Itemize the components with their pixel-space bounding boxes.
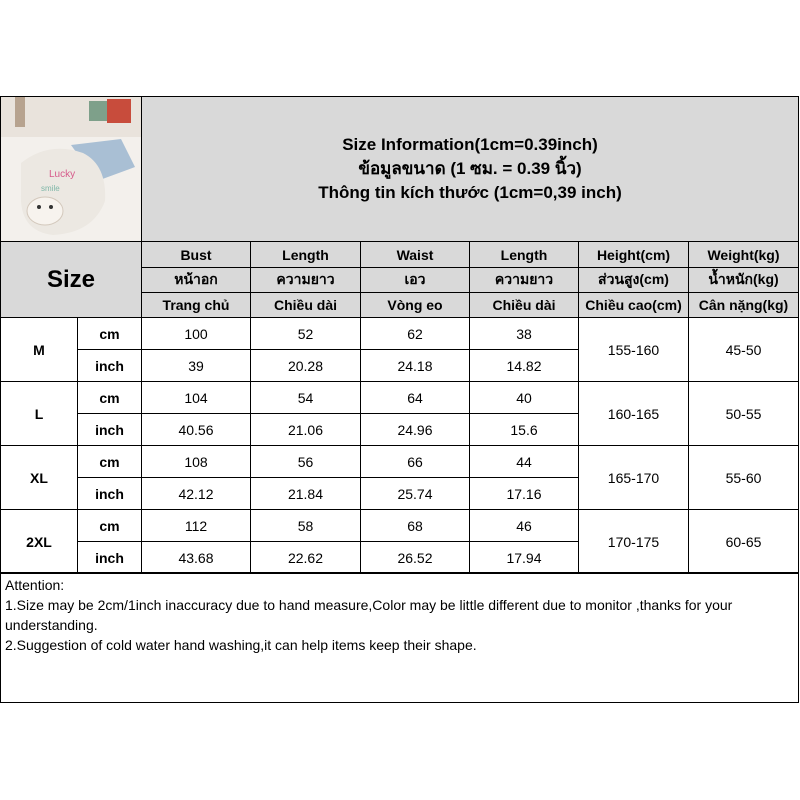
height-range: 155-160 — [579, 318, 689, 382]
column-header-en: Weight(kg) — [689, 242, 799, 268]
measure-cm: 52 — [251, 318, 361, 350]
measure-inch: 24.96 — [361, 414, 470, 446]
measure-cm: 100 — [142, 318, 251, 350]
column-header-en: Length — [251, 242, 361, 268]
measure-cm: 40 — [470, 382, 579, 414]
column-header-th: ความยาว — [251, 268, 361, 293]
weight-range: 60-65 — [689, 510, 799, 574]
measure-cm: 104 — [142, 382, 251, 414]
size-name: L — [0, 382, 78, 446]
unit-inch-label: inch — [78, 350, 142, 382]
unit-cm-label: cm — [78, 446, 142, 478]
column-header-en: Length — [470, 242, 579, 268]
weight-range: 55-60 — [689, 446, 799, 510]
height-range: 160-165 — [579, 382, 689, 446]
column-header-vi: Vòng eo — [361, 293, 470, 318]
measure-inch: 25.74 — [361, 478, 470, 510]
column-header-vi: Chiều dài — [251, 293, 361, 318]
column-header-th: ส่วนสูง(cm) — [579, 268, 689, 293]
measure-inch: 24.18 — [361, 350, 470, 382]
measure-inch: 42.12 — [142, 478, 251, 510]
measure-cm: 68 — [361, 510, 470, 542]
column-header-th: หน้าอก — [142, 268, 251, 293]
unit-inch-label: inch — [78, 414, 142, 446]
title-vi: Thông tin kích thước (1cm=0,39 inch) — [318, 183, 622, 202]
photo-cell — [0, 96, 142, 242]
notes-line-2: 2.Suggestion of cold water hand washing,it can help items keep their shape. — [5, 637, 477, 653]
column-header-vi: Cân nặng(kg) — [689, 293, 799, 318]
measure-inch: 17.94 — [470, 542, 579, 574]
height-range: 170-175 — [579, 510, 689, 574]
svg-text:smile: smile — [41, 184, 60, 193]
unit-inch-label: inch — [78, 478, 142, 510]
size-header: Size — [0, 242, 142, 318]
product-photo — [1, 97, 141, 241]
column-header-th: เอว — [361, 268, 470, 293]
column-header-en: Bust — [142, 242, 251, 268]
size-name: XL — [0, 446, 78, 510]
column-header-vi: Chiều dài — [470, 293, 579, 318]
title-block — [141, 96, 799, 242]
column-header-vi: Trang chủ — [142, 293, 251, 318]
weight-range: 50-55 — [689, 382, 799, 446]
measure-cm: 46 — [470, 510, 579, 542]
measure-inch: 26.52 — [361, 542, 470, 574]
height-range: 165-170 — [579, 446, 689, 510]
column-header-en: Waist — [361, 242, 470, 268]
column-header-th: น้ำหนัก(kg) — [689, 268, 799, 293]
column-header-th: ความยาว — [470, 268, 579, 293]
attention-notes — [0, 572, 799, 703]
title-th: ข้อมูลขนาด (1 ซม. = 0.39 นิ้ว) — [358, 159, 582, 178]
unit-cm-label: cm — [78, 318, 142, 350]
measure-cm: 112 — [142, 510, 251, 542]
measure-inch: 21.84 — [251, 478, 361, 510]
measure-inch: 39 — [142, 350, 251, 382]
notes-heading: Attention: — [5, 577, 65, 593]
measure-cm: 44 — [470, 446, 579, 478]
measure-cm: 38 — [470, 318, 579, 350]
measure-inch: 14.82 — [470, 350, 579, 382]
unit-inch-label: inch — [78, 542, 142, 574]
measure-inch: 17.16 — [470, 478, 579, 510]
measure-cm: 64 — [361, 382, 470, 414]
unit-cm-label: cm — [78, 510, 142, 542]
measure-inch: 21.06 — [251, 414, 361, 446]
title-en: Size Information(1cm=0.39inch) — [342, 135, 598, 154]
svg-text:Lucky: Lucky — [49, 169, 76, 180]
size-name: M — [0, 318, 78, 382]
unit-cm-label: cm — [78, 382, 142, 414]
column-header-en: Height(cm) — [579, 242, 689, 268]
size-name: 2XL — [0, 510, 78, 574]
measure-inch: 43.68 — [142, 542, 251, 574]
weight-range: 45-50 — [689, 318, 799, 382]
measure-cm: 108 — [142, 446, 251, 478]
measure-inch: 40.56 — [142, 414, 251, 446]
measure-cm: 58 — [251, 510, 361, 542]
measure-inch: 15.6 — [470, 414, 579, 446]
measure-cm: 54 — [251, 382, 361, 414]
measure-cm: 56 — [251, 446, 361, 478]
measure-cm: 62 — [361, 318, 470, 350]
column-header-vi: Chiều cao(cm) — [579, 293, 689, 318]
measure-inch: 20.28 — [251, 350, 361, 382]
notes-line-1: 1.Size may be 2cm/1inch inaccuracy due to hand measure,Color may be little different due to monitor ,thanks for your understanding. — [5, 597, 733, 633]
measure-inch: 22.62 — [251, 542, 361, 574]
size-chart — [0, 96, 799, 703]
measure-cm: 66 — [361, 446, 470, 478]
